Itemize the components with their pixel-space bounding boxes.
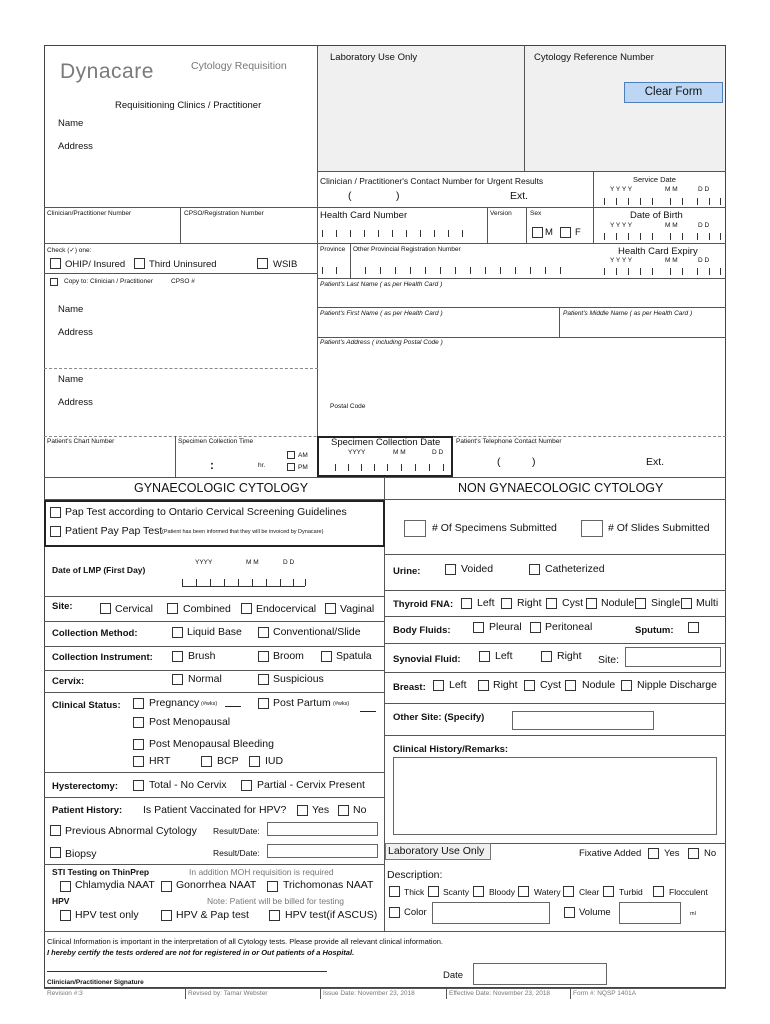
total-no-cervix-label: Total - No Cervix [149, 779, 227, 791]
broom-checkbox[interactable] [258, 651, 269, 662]
prev-abnormal-label: Previous Abnormal Cytology [65, 825, 197, 837]
province-label: Province [320, 246, 346, 253]
scanty-label: Scanty [443, 887, 469, 897]
issue-date-label: Issue Date: November 23, 2018 [323, 990, 415, 997]
post-meno-bleed-label: Post Menopausal Bleeding [149, 738, 274, 750]
synovial-right-checkbox[interactable] [541, 651, 552, 662]
breast-left-label: Left [449, 679, 467, 691]
am-label: AM [298, 452, 308, 459]
slides-input[interactable] [581, 520, 603, 537]
pleural-label: Pleural [489, 621, 522, 633]
patient-history-label: Patient History: [52, 805, 123, 816]
patient-last-name-label: Patient's Last Name ( as per Health Card ) [320, 281, 443, 288]
partial-cervix-label: Partial - Cervix Present [257, 779, 365, 791]
pap-pay-checkbox[interactable] [50, 526, 61, 537]
contact-ext: Ext. [510, 190, 529, 202]
voided-label: Voided [461, 563, 494, 575]
service-date-label: Service Date [633, 175, 676, 184]
clinical-history-input[interactable] [393, 757, 717, 835]
hpv-only-checkbox[interactable] [60, 910, 71, 921]
collection-date-label: Specimen Collection Date [331, 437, 441, 448]
billed-note: Note: Patient will be billed for testing [207, 896, 345, 906]
flocculent-label: Flocculent [669, 887, 708, 897]
brush-label: Brush [188, 650, 216, 662]
breast-label: Breast: [393, 682, 426, 693]
dob-mm: M M [665, 222, 678, 229]
thyroid-right-checkbox[interactable] [501, 598, 512, 609]
copy-to-label: Copy to: Clinician / Practitioner [64, 278, 153, 285]
phone-ext: Ext. [646, 456, 665, 468]
thyroid-right-label: Right [517, 597, 542, 609]
clinic-section-label: Requisitioning Clinics / Practitioner [115, 100, 262, 111]
health-card-label: Health Card Number [320, 210, 408, 221]
cervical-checkbox[interactable] [100, 603, 111, 614]
partial-cervix-checkbox[interactable] [241, 780, 252, 791]
third-uninsured-label: Third Uninsured [149, 259, 217, 270]
hpv-pap-checkbox[interactable] [161, 910, 172, 921]
scanty-checkbox[interactable] [428, 886, 439, 897]
sex-f-label: F [575, 227, 581, 238]
thyroid-label: Thyroid FNA: [393, 599, 454, 610]
thyroid-nodule-checkbox[interactable] [586, 598, 597, 609]
suspicious-checkbox[interactable] [258, 674, 269, 685]
total-no-cervix-checkbox[interactable] [133, 780, 144, 791]
thyroid-cyst-label: Cyst [562, 597, 583, 609]
iud-label: IUD [265, 755, 284, 767]
liquid-base-checkbox[interactable] [172, 627, 183, 638]
dob-dd: D D [698, 222, 710, 229]
hpv-ascus-checkbox[interactable] [269, 910, 280, 921]
watery-checkbox[interactable] [518, 886, 529, 897]
spatula-label: Spatula [336, 650, 372, 662]
lmp-dd: D D [283, 559, 295, 566]
third-uninsured-checkbox[interactable] [134, 258, 145, 269]
hrt-label: HRT [149, 755, 171, 767]
hrt-checkbox[interactable] [133, 756, 144, 767]
cpso-label: CPSO/Registration Number [184, 210, 264, 217]
lmp-mm: M M [246, 559, 259, 566]
hc-expiry-label: Health Card Expiry [618, 246, 698, 257]
copy-name2-label: Name [58, 374, 84, 385]
hpv-yes-checkbox[interactable] [297, 805, 308, 816]
time-colon: : [210, 460, 214, 472]
footer-certify: I hereby certify the tests ordered are not for registered in or Out patients of a Hospital. [47, 948, 355, 957]
bloody-label: Bloody [489, 887, 515, 897]
prev-abnormal-checkbox[interactable] [50, 825, 61, 836]
breast-right-label: Right [493, 679, 518, 691]
breast-left-checkbox[interactable] [433, 680, 444, 691]
endocervical-checkbox[interactable] [241, 603, 252, 614]
wsib-checkbox[interactable] [257, 258, 268, 269]
turbid-label: Turbid [619, 887, 643, 897]
post-partum-label: Post Partum [273, 697, 331, 709]
synovial-label: Synovial Fluid: [393, 654, 461, 665]
ml-label: ml [690, 911, 696, 917]
patient-address-label: Patient's Address ( including Postal Code ) [320, 339, 443, 346]
pm-label: PM [298, 464, 308, 471]
post-partum-checkbox[interactable] [258, 698, 269, 709]
clear-checkbox[interactable] [563, 886, 574, 897]
hpv-vaccinated-question: Is Patient Vaccinated for HPV? [143, 804, 287, 816]
liquid-base-label: Liquid Base [187, 626, 242, 638]
specimens-input[interactable] [404, 520, 426, 537]
sex-f-checkbox[interactable] [560, 227, 571, 238]
hpv-only-label: HPV test only [75, 909, 139, 921]
hc-yyyy: Y Y Y Y [610, 257, 633, 264]
method-label: Collection Method: [52, 628, 138, 639]
sti-label: STI Testing on ThinPrep [52, 867, 150, 877]
combined-checkbox[interactable] [167, 603, 178, 614]
pregnancy-label: Pregnancy [149, 697, 200, 709]
bloody-checkbox[interactable] [473, 886, 484, 897]
patient-first-name-label: Patient's First Name ( as per Health Card ) [320, 310, 443, 317]
hc-mm: M M [665, 257, 678, 264]
fixative-no-checkbox[interactable] [688, 848, 699, 859]
pap-ontario-checkbox[interactable] [50, 507, 61, 518]
revised-by-label: Revised by: Tamar Webster [188, 990, 268, 997]
peritoneal-checkbox[interactable] [530, 622, 541, 633]
conventional-checkbox[interactable] [258, 627, 269, 638]
synovial-left-label: Left [495, 650, 513, 662]
form-title: Cytology Requisition [191, 60, 287, 72]
thyroid-cyst-checkbox[interactable] [546, 598, 557, 609]
post-partum-wks: (#wks) [333, 701, 350, 707]
thick-checkbox[interactable] [389, 886, 400, 897]
am-checkbox[interactable] [287, 451, 295, 459]
gonorrhea-label: Gonorrhea NAAT [176, 879, 257, 891]
hpv-no-checkbox[interactable] [338, 805, 349, 816]
post-meno-label: Post Menopausal [149, 716, 231, 728]
color-checkbox[interactable] [389, 907, 400, 918]
brush-checkbox[interactable] [172, 651, 183, 662]
hpv-label: HPV [52, 896, 70, 906]
sputum-label: Sputum: [635, 625, 674, 636]
voided-checkbox[interactable] [445, 564, 456, 575]
ohip-checkbox[interactable] [50, 258, 61, 269]
body-fluids-label: Body Fluids: [393, 625, 451, 636]
collection-time-label: Specimen Collection Time [178, 438, 254, 445]
volume-label: Volume [579, 907, 611, 918]
postal-code-label: Postal Code [330, 403, 366, 410]
contact-paren-open: ( [348, 190, 352, 202]
clinician-number-label: Clinician/Practitioner Number [47, 210, 132, 217]
contact-label: Clinician / Practitioner's Contact Number for Urgent Results [320, 176, 544, 186]
pap-pay-label: Patient Pay Pap Test [65, 525, 163, 537]
form-number-label: Form #: NQSP 1401A [573, 990, 637, 997]
gonorrhea-checkbox[interactable] [161, 881, 172, 892]
catheterized-checkbox[interactable] [529, 564, 540, 575]
clinic-address-label: Address [58, 141, 93, 152]
fixative-yes-checkbox[interactable] [648, 848, 659, 859]
phone-paren-close: ) [532, 456, 536, 468]
chlamydia-label: Chlamydia NAAT [75, 879, 155, 891]
collection-mm: M M [393, 449, 406, 456]
hr-label: hr. [258, 462, 266, 469]
version-label: Version [490, 210, 512, 217]
clinical-history-label: Clinical History/Remarks: [393, 744, 509, 755]
copy-to-checkbox[interactable] [50, 278, 58, 286]
biopsy-label: Biopsy [65, 848, 97, 860]
volume-input[interactable] [619, 902, 681, 924]
phone-label: Patient's Telephone Contact Number [456, 438, 562, 445]
bcp-checkbox[interactable] [201, 756, 212, 767]
collection-dd: D D [432, 449, 444, 456]
hpv-pap-label: HPV & Pap test [176, 909, 249, 921]
breast-nodule-label: Nodule [582, 679, 616, 691]
vaginal-label: Vaginal [340, 603, 375, 615]
copy-address2-label: Address [58, 397, 93, 408]
thyroid-single-checkbox[interactable] [635, 598, 646, 609]
turbid-checkbox[interactable] [603, 886, 614, 897]
biopsy-result-date-label: Result/Date: [213, 848, 260, 858]
post-meno-checkbox[interactable] [133, 717, 144, 728]
copy-cpso-label: CPSO # [171, 278, 195, 285]
phone-paren-open: ( [497, 456, 501, 468]
chart-number-label: Patient's Chart Number [47, 438, 115, 445]
suspicious-label: Suspicious [273, 673, 324, 685]
color-input[interactable] [432, 902, 550, 924]
normal-checkbox[interactable] [172, 674, 183, 685]
clear-form-button[interactable]: Clear Form [624, 82, 723, 103]
signature-label: Clinician/Practitioner Signature [47, 979, 144, 986]
synovial-site-input[interactable] [625, 647, 721, 667]
fixative-label: Fixative Added [579, 848, 642, 859]
vaginal-checkbox[interactable] [325, 603, 336, 614]
h-line-171 [317, 171, 726, 172]
pap-pay-note: (Patient has been informed that they will be invoiced by Dynacare) [162, 529, 324, 535]
peritoneal-label: Peritoneal [545, 621, 593, 633]
service-dd: D D [698, 186, 710, 193]
endocervical-label: Endocervical [256, 603, 317, 615]
check-one-label: Check (✓) one: [47, 247, 92, 254]
conventional-label: Conventional/Slide [273, 626, 361, 638]
service-yyyy: Y Y Y Y [610, 186, 633, 193]
volume-checkbox[interactable] [564, 907, 575, 918]
lmp-label: Date of LMP (First Day) [52, 565, 146, 575]
thyroid-nodule-label: Nodule [601, 597, 635, 609]
bcp-label: BCP [217, 755, 239, 767]
effective-date-label: Effective Date: November 23, 2018 [449, 990, 551, 997]
fixative-yes-label: Yes [664, 848, 680, 859]
site-label: Site: [52, 601, 73, 612]
lab-divider [524, 45, 525, 171]
service-mm: M M [665, 186, 678, 193]
breast-cyst-label: Cyst [540, 679, 561, 691]
flocculent-checkbox[interactable] [653, 886, 664, 897]
sputum-checkbox[interactable] [688, 622, 699, 633]
breast-nodule-checkbox[interactable] [565, 680, 576, 691]
chlamydia-checkbox[interactable] [60, 881, 71, 892]
post-meno-bleed-checkbox[interactable] [133, 739, 144, 750]
thyroid-left-label: Left [477, 597, 495, 609]
hpv-ascus-label: HPV test(if ASCUS) [285, 909, 378, 921]
broom-label: Broom [273, 650, 304, 662]
description-label: Description: [387, 869, 443, 881]
other-site-label: Other Site: (Specify) [393, 712, 485, 723]
pap-ontario-label: Pap Test according to Ontario Cervical Screening Guidelines [65, 506, 347, 518]
dob-label: Date of Birth [630, 210, 683, 221]
pregnancy-checkbox[interactable] [133, 698, 144, 709]
trichomonas-label: Trichomonas NAAT [283, 879, 374, 891]
copy-name-label: Name [58, 304, 84, 315]
synovial-right-label: Right [557, 650, 582, 662]
ref-number-label: Cytology Reference Number [534, 52, 654, 63]
thyroid-single-label: Single [651, 597, 681, 609]
thyroid-multi-label: Multi [696, 597, 719, 609]
prev-abnormal-result-input[interactable] [267, 822, 378, 836]
revision-label: Revision #:3 [47, 990, 83, 997]
lab-use-only-2: Laboratory Use Only [385, 843, 491, 860]
lab-use-label: Laboratory Use Only [330, 52, 418, 63]
ohip-label: OHIP/ Insured [65, 259, 126, 270]
breast-right-checkbox[interactable] [478, 680, 489, 691]
normal-label: Normal [188, 673, 222, 685]
nipple-discharge-checkbox[interactable] [621, 680, 632, 691]
specimens-label: # Of Specimens Submitted [432, 522, 557, 534]
wsib-label: WSIB [273, 259, 298, 270]
clear-label: Clear [579, 887, 600, 897]
result-date-label: Result/Date: [213, 826, 260, 836]
lab-use-area [318, 46, 725, 171]
brand-logo: Dynacare [60, 60, 154, 83]
lmp-yyyy: YYYY [195, 559, 213, 566]
catheterized-label: Catheterized [545, 563, 605, 575]
cervix-label: Cervix: [52, 676, 85, 687]
pregnancy-wks: (#wks) [201, 701, 218, 707]
patient-middle-name-label: Patient's Middle Name ( as per Health Card ) [563, 310, 693, 317]
thyroid-left-checkbox[interactable] [461, 598, 472, 609]
synovial-left-checkbox[interactable] [479, 651, 490, 662]
sex-m-checkbox[interactable] [532, 227, 543, 238]
cervical-label: Cervical [115, 603, 153, 615]
nongyn-title: NON GYNAECOLOGIC CYTOLOGY [458, 481, 664, 495]
service-date-divider [593, 171, 594, 207]
clinic-name-label: Name [58, 118, 84, 129]
sex-label: Sex [530, 210, 542, 217]
fixative-no-label: No [704, 848, 717, 859]
thick-label: Thick [404, 887, 425, 897]
hysterectomy-label: Hysterectomy: [52, 781, 118, 792]
copy-address-label: Address [58, 327, 93, 338]
collection-yyyy: YYYY [348, 449, 366, 456]
breast-cyst-checkbox[interactable] [524, 680, 535, 691]
other-site-input[interactable] [512, 711, 654, 730]
contact-paren-close: ) [396, 190, 400, 202]
clinical-status-label: Clinical Status: [52, 700, 121, 711]
slides-label: # Of Slides Submitted [608, 522, 710, 534]
iud-checkbox[interactable] [249, 756, 260, 767]
spatula-checkbox[interactable] [321, 651, 332, 662]
hpv-yes-label: Yes [312, 804, 330, 816]
biopsy-checkbox[interactable] [50, 847, 61, 858]
sex-m-label: M [545, 227, 553, 238]
pm-checkbox[interactable] [287, 463, 295, 471]
moh-note: In addition MOH requisition is required [189, 867, 334, 877]
other-prov-label: Other Provincial Registration Number [353, 246, 461, 253]
trichomonas-checkbox[interactable] [267, 881, 278, 892]
footer-info: Clinical Information is important in the interpretation of all Cytology tests. Please provide all relevant clinical information. [47, 937, 444, 946]
biopsy-result-input[interactable] [267, 844, 378, 858]
hpv-no-label: No [353, 804, 367, 816]
thyroid-multi-checkbox[interactable] [681, 598, 692, 609]
color-label: Color [404, 907, 427, 918]
pleural-checkbox[interactable] [473, 622, 484, 633]
header-divider [317, 45, 318, 437]
hc-dd: D D [698, 257, 710, 264]
synovial-site-label: Site: [598, 654, 620, 666]
combined-label: Combined [183, 603, 231, 615]
watery-label: Watery [534, 887, 561, 897]
date-label: Date [443, 970, 464, 981]
urine-label: Urine: [393, 566, 421, 577]
date-input[interactable] [473, 963, 607, 985]
dob-yyyy: Y Y Y Y [610, 222, 633, 229]
instrument-label: Collection Instrument: [52, 652, 153, 663]
nipple-discharge-label: Nipple Discharge [637, 679, 717, 691]
gyn-title: GYNAECOLOGIC CYTOLOGY [134, 481, 309, 495]
